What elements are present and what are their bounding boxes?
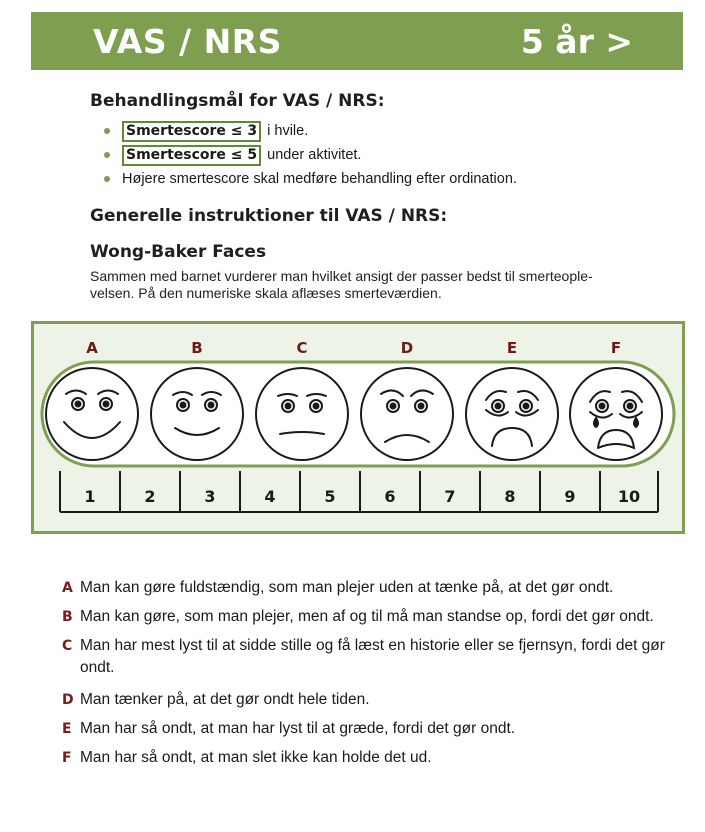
scale-number-3: 3 bbox=[204, 487, 216, 506]
age-label: 5 år > bbox=[520, 22, 633, 61]
goals-heading: Behandlingsmål for VAS / NRS: bbox=[90, 91, 385, 111]
scale-number-6: 6 bbox=[384, 487, 396, 506]
list-item-text: Højere smertescore skal medføre behandling efter ordination. bbox=[122, 171, 517, 187]
description-text: Man kan gøre, som man plejer, men af og til må man standse op, fordi det gør ondt. bbox=[80, 608, 654, 625]
description-text: Man har mest lyst til at sidde stille og få læst en historie eller se fjernsyn, fordi det gør ondt. bbox=[80, 637, 665, 676]
scale-number-9: 9 bbox=[564, 487, 576, 506]
scale-number-10: 10 bbox=[617, 487, 641, 506]
face-b-icon bbox=[151, 368, 243, 460]
face-f-icon bbox=[570, 368, 662, 460]
score-box: Smertescore ≤ 3 bbox=[122, 121, 261, 142]
description-letter: A bbox=[62, 580, 73, 596]
wong-baker-heading: Wong-Baker Faces bbox=[90, 242, 267, 262]
list-item bbox=[62, 606, 682, 628]
face-letter-b: B bbox=[191, 339, 203, 357]
face-letter-a: A bbox=[86, 339, 98, 357]
list-item bbox=[62, 747, 682, 769]
scale-number-1: 1 bbox=[84, 487, 96, 506]
list-item-text: i hvile. bbox=[267, 123, 309, 139]
description-letter: C bbox=[62, 638, 73, 654]
page-title: VAS / NRS bbox=[93, 22, 282, 61]
face-descriptions bbox=[62, 577, 682, 769]
score-box: Smertescore ≤ 5 bbox=[122, 145, 261, 166]
scale-number-7: 7 bbox=[444, 487, 456, 506]
description-letter: F bbox=[62, 750, 72, 766]
scale-number-2: 2 bbox=[144, 487, 156, 506]
description-text: Man tænker på, at det gør ondt hele tiden. bbox=[80, 691, 370, 708]
bullet-icon bbox=[104, 152, 110, 158]
list-item-text: under aktivitet. bbox=[267, 147, 362, 163]
list-item bbox=[62, 689, 682, 711]
description-text: Man kan gøre fuldstændig, som man plejer uden at tænke på, at det gør ondt. bbox=[80, 579, 614, 596]
description-line: velsen. På den numeriske skala aflæses smerteværdien. bbox=[90, 285, 442, 301]
face-letter-f: F bbox=[610, 339, 622, 357]
description-letter: B bbox=[62, 609, 73, 625]
face-e-icon bbox=[466, 368, 558, 460]
scale-number-5: 5 bbox=[324, 487, 336, 506]
list-item bbox=[62, 718, 682, 740]
list-item bbox=[62, 577, 682, 599]
bullet-icon bbox=[104, 176, 110, 182]
list-item bbox=[62, 635, 682, 679]
face-letter-d: D bbox=[400, 339, 414, 357]
wong-baker-description bbox=[90, 268, 650, 302]
description-letter: D bbox=[62, 692, 74, 708]
face-letter-c: C bbox=[296, 339, 308, 357]
list-item bbox=[104, 119, 517, 143]
face-d-icon bbox=[361, 368, 453, 460]
description-line: Sammen med barnet vurderer man hvilket ansigt der passer bedst til smerteople- bbox=[90, 268, 593, 284]
instructions-heading: Generelle instruktioner til VAS / NRS: bbox=[90, 206, 448, 226]
scale-number-8: 8 bbox=[504, 487, 516, 506]
wong-baker-faces-scale bbox=[31, 321, 685, 534]
scale-number-4: 4 bbox=[264, 487, 276, 506]
list-item bbox=[104, 167, 517, 191]
description-text: Man har så ondt, at man slet ikke kan holde det ud. bbox=[80, 749, 432, 766]
goals-list bbox=[104, 119, 517, 191]
list-item bbox=[104, 143, 517, 167]
face-letter-e: E bbox=[506, 339, 518, 357]
description-letter: E bbox=[62, 721, 72, 737]
face-c-icon bbox=[256, 368, 348, 460]
bullet-icon bbox=[104, 128, 110, 134]
face-a-icon bbox=[46, 368, 138, 460]
header-bar bbox=[31, 12, 683, 70]
description-text: Man har så ondt, at man har lyst til at græde, fordi det gør ondt. bbox=[80, 720, 516, 737]
